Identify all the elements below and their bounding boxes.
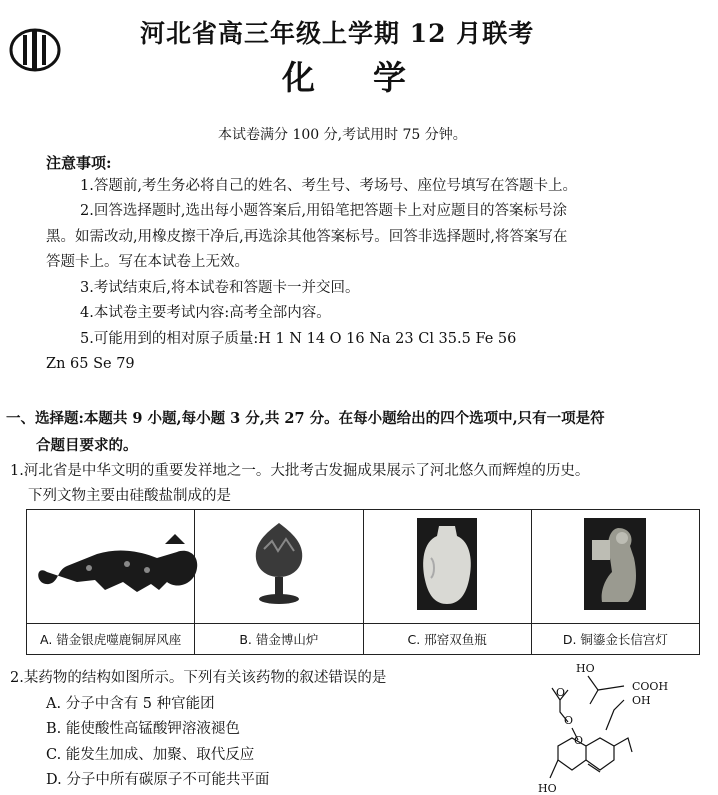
option-a-caption: A. 错金银虎噬鹿铜屏风座 (27, 623, 195, 654)
section-heading-line: 一、选择题:本题共 9 小题,每小题 3 分,共 27 分。在每小题给出的四个选项中,只有一项是符 (6, 410, 605, 427)
q2-option-a: A. 分子中含有 5 种官能团 (46, 696, 215, 712)
incense-burner-image (244, 519, 314, 609)
struct-label: O (556, 686, 566, 699)
exam-info: 本试卷满分 100 分,考试用时 75 分钟。 (218, 127, 467, 143)
option-b-caption: B. 错金博山炉 (195, 623, 363, 654)
struct-label: O (564, 714, 574, 727)
q1-stem: 下列文物主要由硅酸盐制成的是 (28, 488, 231, 504)
q2-stem: 2.某药物的结构如图所示。下列有关该药物的叙述错误的是 (10, 670, 387, 686)
notice-line: 答题卡上。写在本试卷上无效。 (46, 254, 249, 270)
notice-line: Zn 65 Se 79 (46, 356, 135, 372)
artifact-image-b (195, 510, 363, 624)
struct-label: HO (576, 662, 595, 675)
q2-option-b: B. 能使酸性高锰酸钾溶液褪色 (46, 721, 240, 737)
section-heading (6, 407, 605, 455)
q2-option-c: C. 能发生加成、加聚、取代反应 (46, 747, 255, 763)
palace-lamp-image (584, 518, 646, 610)
notice-line: 4.本试卷主要考试内容:高考全部内容。 (80, 305, 331, 321)
notice-line: 1.答题前,考生务必将自己的姓名、考生号、考场号、座位号填写在答题卡上。 (80, 178, 577, 194)
struct-label: OH (632, 694, 651, 707)
struct-label: O (574, 734, 584, 747)
porcelain-vase-image (417, 518, 477, 610)
exam-title: 河北省高三年级上学期 12 月联考 (140, 19, 535, 48)
artifact-table (26, 509, 700, 655)
q1-stem: 1.河北省是中华文明的重要发祥地之一。大批考古发掘成果展示了河北悠久而辉煌的历史。 (10, 463, 590, 479)
molecule-structure-diagram (528, 660, 706, 795)
subject-title: 化学 (282, 58, 464, 97)
option-c-caption: C. 邢窑双鱼瓶 (363, 623, 531, 654)
notice-heading: 注意事项: (46, 154, 112, 172)
artifact-image-c (363, 510, 531, 624)
notice-line: 2.回答选择题时,选出每小题答案后,用铅笔把答题卡上对应题目的答案标号涂 (80, 203, 568, 219)
struct-label: HO (538, 782, 557, 795)
notice-line: 3.考试结束后,将本试卷和答题卡一并交回。 (80, 280, 360, 296)
publisher-logo-icon (8, 26, 62, 74)
bronze-tiger-image (27, 524, 217, 604)
struct-label: COOH (632, 680, 669, 693)
artifact-image-d (531, 510, 699, 624)
artifact-image-a (27, 510, 195, 624)
section-heading-line: 合题目要求的。 (36, 437, 138, 454)
q2-option-d: D. 分子中所有碳原子不可能共平面 (46, 772, 270, 788)
notice-line: 黑。如需改动,用橡皮擦干净后,再选涂其他答案标号。回答非选择题时,将答案写在 (46, 229, 568, 245)
notice-line: 5.可能用到的相对原子质量:H 1 N 14 O 16 Na 23 Cl 35.5 Fe 56 (80, 331, 517, 347)
option-d-caption: D. 铜鎏金长信宫灯 (531, 623, 699, 654)
